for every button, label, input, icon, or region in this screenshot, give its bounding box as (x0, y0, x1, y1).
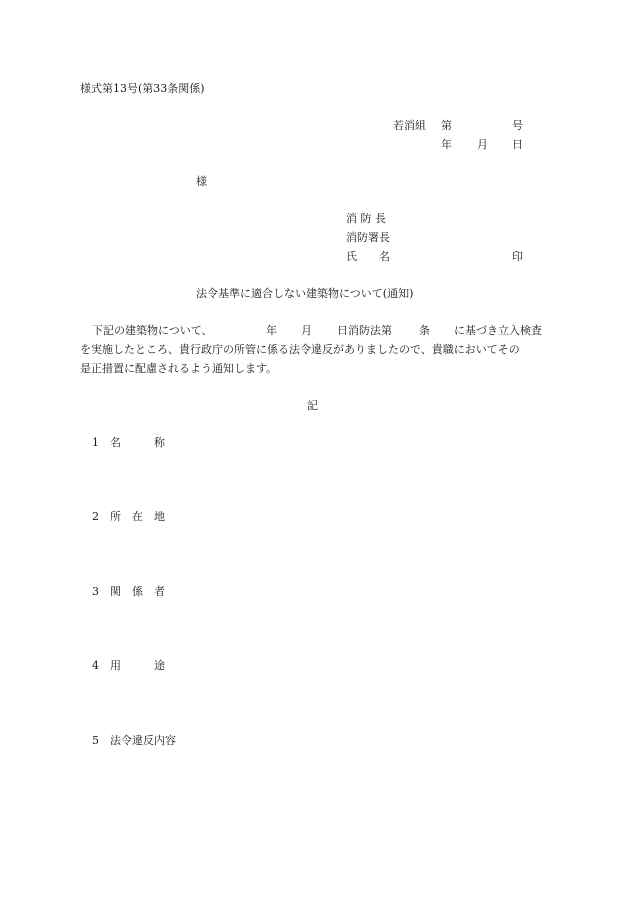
addressee-sama: 様 (196, 175, 207, 188)
item-4-label: 用 途 (110, 659, 165, 672)
form-number: 様式第13号(第33条関係) (80, 82, 205, 95)
item-3-label: 関 係 者 (110, 585, 165, 598)
item-3-number: 3 (92, 585, 99, 598)
body-line3: 是正措置に配慮されるよう通知します。 (80, 362, 278, 375)
date-day: 日 (512, 138, 523, 151)
body-line1-part1: 下記の建築物について、 (92, 324, 213, 337)
item-1-label: 名 称 (110, 436, 165, 449)
date-year: 年 (441, 138, 452, 151)
ki-heading: 記 (307, 399, 318, 412)
body-line1-article: 条 (419, 324, 430, 337)
item-2-label: 所 在 地 (110, 510, 165, 523)
sender-station-chief: 消防署長 (346, 231, 390, 244)
sender-name-label: 氏 名 (346, 250, 390, 263)
body-line2: を実施したところ、貴行政庁の所管に係る法令違反がありましたので、貴職においてその (80, 343, 520, 356)
body-line1-part2: に基づき立入検査 (454, 324, 542, 337)
body-line1-day-law: 日消防法第 (337, 324, 392, 337)
item-5-label: 法令違反内容 (110, 734, 176, 747)
item-4-number: 4 (92, 659, 99, 672)
body-line1-month: 月 (301, 324, 312, 337)
doc-number-dai: 第 (441, 119, 452, 132)
item-2-number: 2 (92, 510, 99, 523)
seal-mark: 印 (512, 250, 523, 263)
body-line1-year: 年 (266, 324, 277, 337)
doc-number-go: 号 (512, 119, 523, 132)
document-title: 法令基準に適合しない建築物について(通知) (196, 287, 414, 300)
date-month: 月 (477, 138, 488, 151)
doc-number-prefix: 若消組 (393, 119, 426, 132)
item-5-number: 5 (92, 734, 99, 747)
item-1-number: 1 (92, 436, 99, 449)
sender-fire-chief: 消 防 長 (346, 212, 386, 225)
